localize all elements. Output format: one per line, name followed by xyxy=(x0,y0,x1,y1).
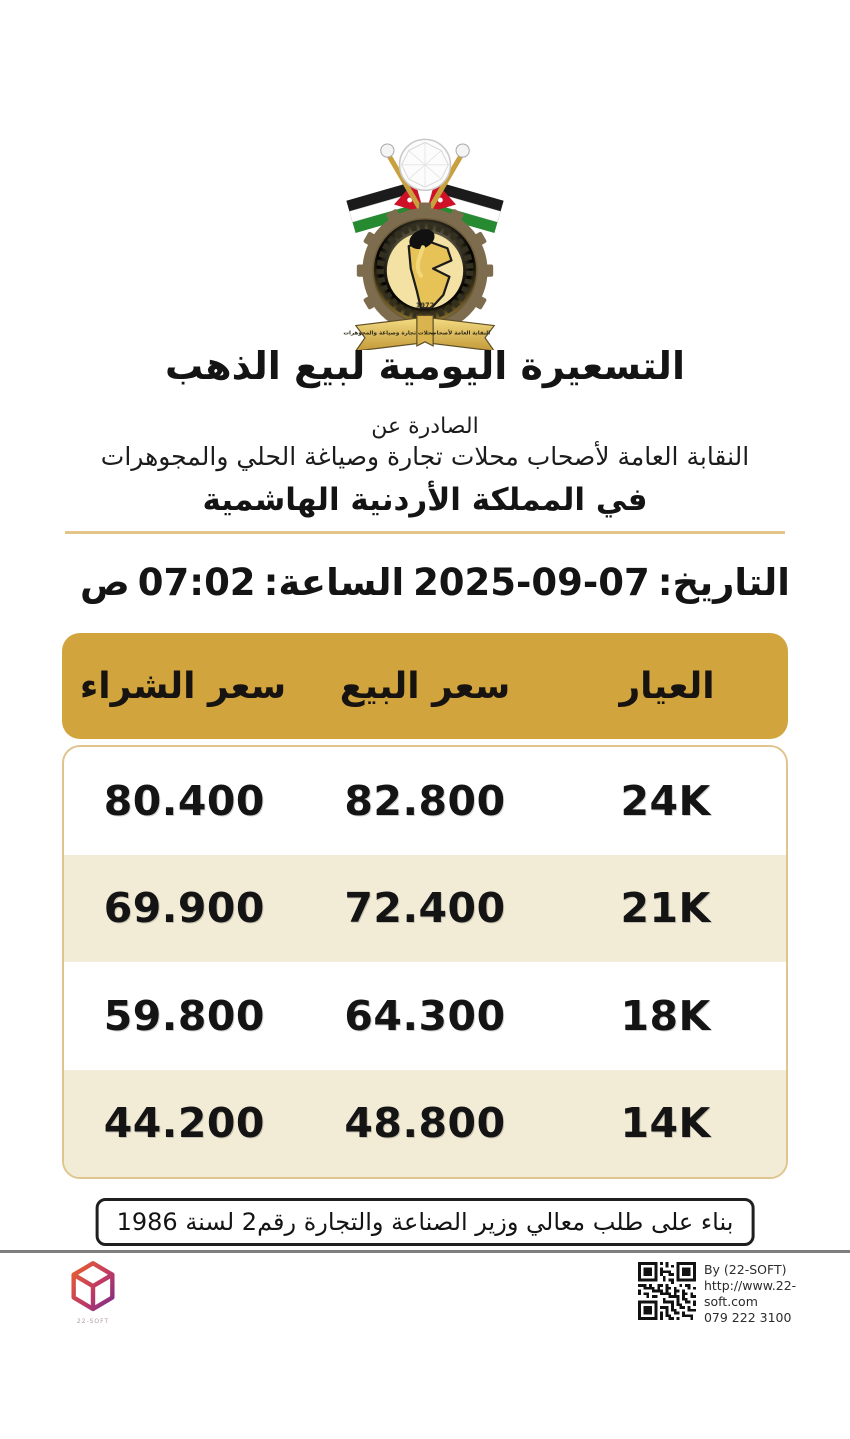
col-header-buy: سعر الشراء xyxy=(79,665,287,707)
col-header-sell: سعر البيع xyxy=(339,665,511,707)
syndicate-name: النقابة العامة لأصحاب محلات تجارة وصياغة الحلي والمجوهرات xyxy=(100,442,750,471)
date-label: التاريخ: xyxy=(657,560,790,604)
ministry-note: بناء على طلب معالي وزير الصناعة والتجارة رقم2 لسنة 1986 xyxy=(96,1198,755,1246)
buy-price-cell: 69.900 xyxy=(103,884,265,933)
karat-cell: 21K xyxy=(620,884,711,933)
time-label: الساعة: xyxy=(263,560,405,604)
company-logo xyxy=(64,1258,122,1325)
credit-by: By (22-SOFT) xyxy=(703,1262,787,1277)
issued-by-line: الصادرة عن xyxy=(371,414,479,439)
gold-divider xyxy=(65,531,785,534)
footer-divider xyxy=(0,1250,850,1253)
time-value: 07:02 xyxy=(137,560,256,604)
buy-price-cell: 80.400 xyxy=(103,776,265,825)
country-line: في المملكة الأردنية الهاشمية xyxy=(202,482,648,518)
datetime-row xyxy=(72,556,790,608)
sell-price-cell: 82.800 xyxy=(344,776,506,825)
col-header-karat: العيار xyxy=(619,665,715,707)
karat-cell: 14K xyxy=(620,1099,711,1148)
buy-price-cell: 44.200 xyxy=(103,1099,265,1148)
diamond-icon xyxy=(400,139,451,190)
date-value: 07-09-2025 xyxy=(413,560,650,604)
sell-price-cell: 64.300 xyxy=(344,991,506,1040)
karat-cell: 18K xyxy=(620,991,711,1040)
credit-text xyxy=(704,1262,850,1326)
table-header xyxy=(62,633,788,739)
buy-price-cell: 59.800 xyxy=(103,991,265,1040)
syndicate-emblem xyxy=(322,118,528,350)
emblem-year: 1972 xyxy=(415,301,435,310)
cube-logo-icon xyxy=(66,1258,120,1316)
page-title: التسعيرة اليومية لبيع الذهب xyxy=(165,344,685,388)
time-period: ص xyxy=(80,560,130,604)
date-field xyxy=(405,561,790,604)
table-row xyxy=(64,747,786,855)
ribbon-text-right: النقابة العامة لأصحاب xyxy=(431,330,491,337)
table-row xyxy=(64,962,786,1070)
credit-block xyxy=(638,1262,850,1326)
table-row xyxy=(64,1070,786,1178)
table-row xyxy=(64,855,786,963)
time-field xyxy=(72,561,404,604)
logo-caption: 22-SOFT xyxy=(76,1318,110,1325)
price-table xyxy=(62,745,788,1179)
sell-price-cell: 48.800 xyxy=(344,1099,506,1148)
karat-cell: 24K xyxy=(620,776,711,825)
ribbon-text-left: محلات تجارة وصياغة والمجوهرات xyxy=(343,330,436,337)
qr-code-icon xyxy=(638,1262,696,1320)
credit-url: http://www.22-soft.com xyxy=(703,1278,797,1309)
sell-price-cell: 72.400 xyxy=(344,884,506,933)
credit-phone: 079 222 3100 xyxy=(703,1310,792,1325)
